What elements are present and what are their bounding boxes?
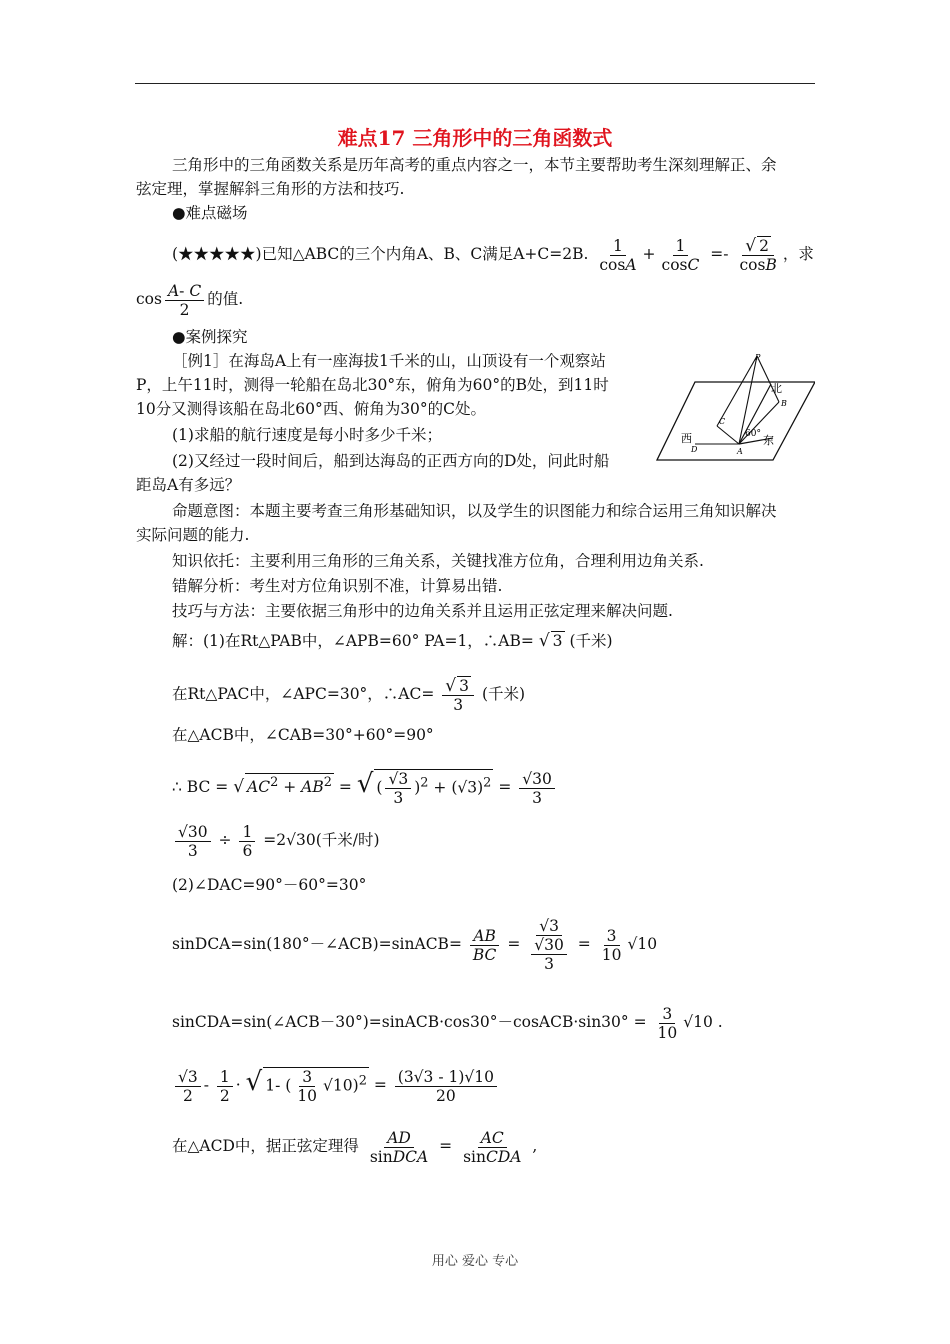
east-label: 东 (763, 434, 774, 447)
fraction: $\frac{√3}{\frac{√30}{3}}$ (528, 917, 570, 973)
solution-step: sinDCA=sin(180°－∠ACB)=sinACB= (172, 935, 462, 953)
intro-line-1: 三角形中的三角函数关系是历年高考的重点内容之一，本节主要帮助考生深刻理解正、余 (172, 156, 777, 174)
example-line: (2)又经过一段时间后，船到达海岛的正西方向的D处，问此时船 (172, 452, 610, 470)
north-label: 北 (771, 382, 782, 395)
analysis-line: 错解分析：考生对方位角识别不准，计算易出错. (172, 577, 503, 595)
fraction: $\frac{√ 2}{\cos B}$ (739, 236, 777, 274)
fraction: $\frac{3}{10}$ (601, 926, 622, 964)
fraction: $\frac{√3}{2}$ (175, 1068, 201, 1105)
line-pc (717, 356, 757, 426)
page-title: 难点17 三角形中的三角函数式 (337, 126, 613, 150)
fraction: $\frac{1}{6}$ (239, 823, 255, 860)
problem-tail: ，求 (782, 245, 814, 263)
angle-label: 60° (745, 429, 761, 439)
problem-line-2 (136, 280, 243, 319)
solution-line-6: (2)∠DAC=90°－60°=30° (172, 876, 367, 894)
page-footer: 用心 爱心 专心 (431, 1254, 519, 1269)
fraction: $\frac{√30}{3}$ (175, 823, 211, 860)
solution-step: 在△ACD中，据正弦定理得 (172, 1137, 359, 1155)
solution-line-9: $\frac{√3}{2}$ - $\frac{1}{2}$ · √ 1- ( $\frac{3}{10}$ √10)$^2$ = $\frac{(3√3 - 1)√10}{20}$ (172, 1058, 500, 1109)
solution-line-1: 解：(1)在Rt△PAB中，∠APB=60° PA=1，∴AB= √ 3 (千米) (172, 631, 613, 651)
label-d: D (691, 445, 698, 454)
fraction: $\frac{3}{10}$ (657, 1004, 678, 1042)
analysis-line: 实际问题的能力. (136, 526, 250, 544)
solution-line-2 (172, 672, 525, 716)
label-c: C (719, 417, 726, 426)
fraction: $\frac{√ 3}{3}$ (442, 676, 474, 714)
geometry-figure (655, 352, 815, 464)
fraction: $\frac{AC}{\text{sinCDA}}$ (463, 1128, 522, 1166)
solution-step: ∴ BC = (172, 778, 229, 796)
line-ac (717, 426, 739, 444)
solution-line-10: 在△ACD中，据正弦定理得 $\frac{AD}{\text{sinDCA}}$ = $\frac{AC}{\text{sinCDA}}$ , (172, 1128, 538, 1166)
label-a: A (737, 447, 743, 456)
example-line: P，上午11时，测得一轮船在岛北30°东，俯角为60°的B处，到11时 (136, 376, 609, 394)
fraction: $\frac{1}{\cos C}$ (661, 236, 700, 274)
solution-line-3: 在△ACB中，∠CAB=30°+60°=90° (172, 726, 434, 744)
intro-line-2: 弦定理，掌握解斜三角形的方法和技巧. (136, 180, 405, 198)
fraction: $\frac{1}{\cos A}$ (599, 236, 637, 274)
solution-line-4: ∴ BC = √ $AC^2 + AB^2$ = √ ( $\frac{√3}{3}$ )$^2 + (√3)^2$ = $\frac{√30}{3}$ (172, 760, 558, 811)
label-p: P (755, 353, 761, 362)
example-line: (1)求船的航行速度是每小时多少千米； (172, 426, 442, 444)
example-line: ［例1］在海岛A上有一座海拔1千米的山，山顶设有一个观察站 (172, 352, 606, 370)
problem-line: (★★★★★)已知△ABC的三个内角A、B、C满足A+C=2B. $\frac{1}{\cos A}$ + $\frac{1}{\cos C}$ =- $\frac{√ 2}{\cos B}$ ，求 (172, 236, 814, 274)
line-pb (757, 356, 779, 402)
analysis-line: 知识依托：主要利用三角形的三角关系，关键找准方位角，合理利用边角关系. (172, 552, 704, 570)
example-line: 距岛A有多远？ (136, 476, 241, 494)
section-heading-1: ●难点磁场 (172, 204, 248, 222)
speed-result: =2√30(千米/时) (263, 831, 380, 849)
unit-km: (千米) (569, 632, 613, 650)
fraction: $\frac{√30}{3}$ (519, 770, 555, 807)
solution-line-8: sinCDA=sin(∠ACB－30°)=sinACB·cos30°－cosACB·sin30° = $\frac{3}{10}$ √10 . (172, 1004, 723, 1042)
fraction: $\frac{AB}{BC}$ (470, 927, 500, 964)
fraction: $\frac{1}{2}$ (217, 1068, 233, 1105)
solution-line-5: $\frac{√30}{3}$ ÷ $\frac{1}{6}$ =2√30(千米/时) (172, 818, 380, 862)
analysis-line: 命题意图：本题主要考查三角形基础知识，以及学生的识图能力和综合运用三角知识解决 (172, 502, 777, 520)
analysis-line: 技巧与方法：主要依据三角形中的边角关系并且运用正弦定理来解决问题. (172, 602, 673, 620)
west-label: 西 (681, 432, 692, 445)
label-b: B (781, 399, 787, 408)
fraction: $\frac{AD}{\text{sinDCA}}$ (369, 1128, 429, 1166)
section-heading-2: ●案例探究 (172, 328, 248, 346)
solution-step: sinCDA=sin(∠ACB－30°)=sinACB·cos30°－cosACB·sin30° (172, 1013, 629, 1031)
fraction: $\frac{(3√3 - 1)√10}{20}$ (395, 1068, 497, 1105)
problem-after: 的值. (207, 290, 244, 308)
header-rule (135, 83, 815, 84)
star-rating: (★★★★★) (172, 245, 262, 263)
problem-text: 已知△ABC的三个内角A、B、C满足A+C=2B. (261, 245, 589, 263)
solution-step: 解：(1)在Rt△PAB中，∠APB=60° PA=1，∴AB= (172, 632, 534, 650)
unit-km: (千米) (481, 685, 526, 703)
cos-label: cos (136, 290, 162, 308)
fraction: $\frac{A- C}{2}$ (165, 282, 204, 319)
solution-line-7: sinDCA=sin(180°－∠ACB)=sinACB= $\frac{AB}{BC}$ = $\frac{√3}{\frac{√30}{3}}$ = $\frac{3}{10}$ √10 (172, 917, 658, 973)
example-line: 10分又测得该船在岛北60°西、俯角为30°的C处。 (136, 400, 487, 418)
solution-step: 在Rt△PAC中，∠APC=30°，∴AC= (172, 685, 435, 703)
